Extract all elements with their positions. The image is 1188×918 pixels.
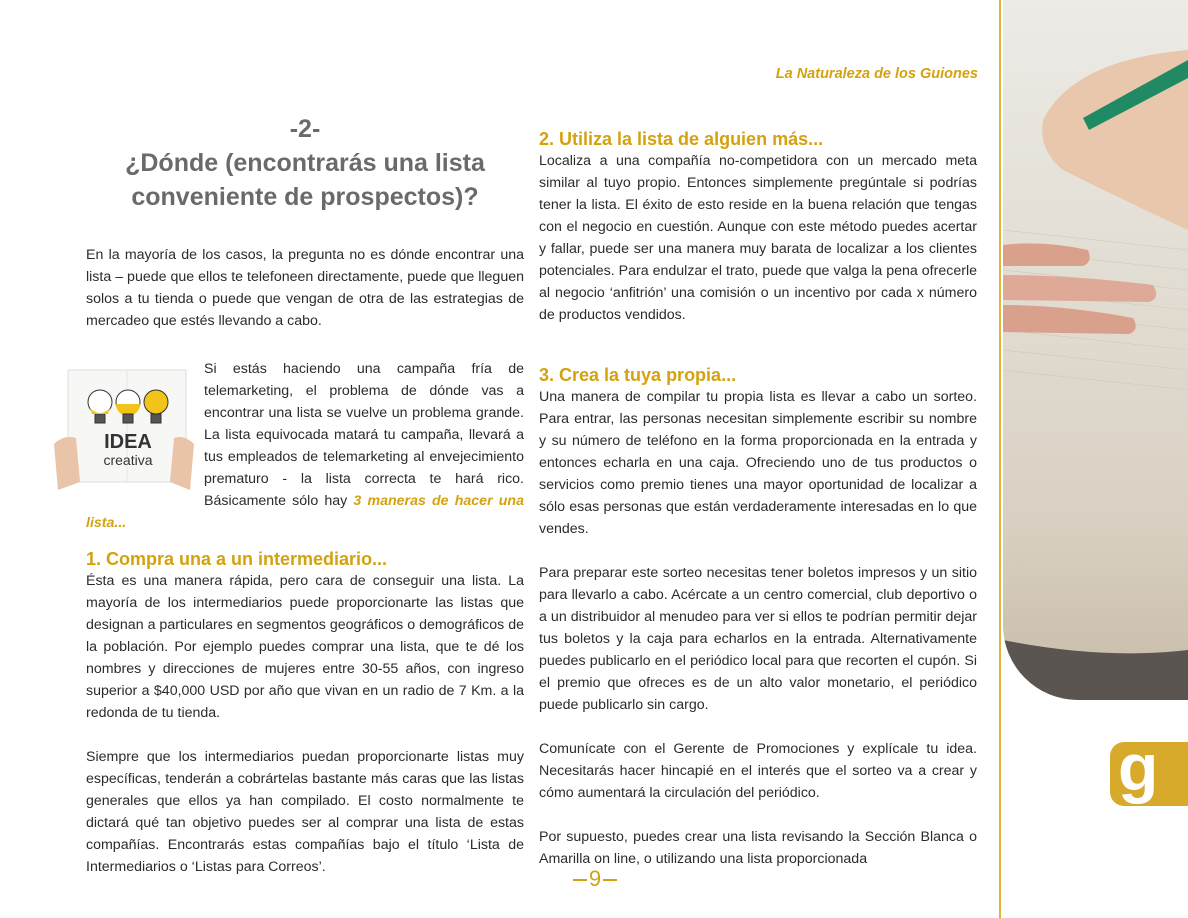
section3-paragraph4: Por supuesto, puedes crear una lista revisando la Sección Blanca o Amarilla on line, o utilizando una lista proporcionada xyxy=(539,829,977,867)
page-number-dash-left xyxy=(573,879,587,881)
section1-paragraph1: Ésta es una manera rápida, pero cara de conseguir una lista. La mayoría de los intermediarios puede proporcionarte las listas que designan a particulares en segmentos geográficos o demográficos de la población. Por ejemplo puedes comprar una lista, que te dé los nombres y direcciones de mujeres entre 30-55 años, con ingreso superior a $40,000 USD por año que vivan en un radio de 7 Km. a la redonda de tu tienda. xyxy=(86,573,524,721)
section3-heading: 3. Crea la tuya propia... xyxy=(539,365,737,385)
chapter-title-line2: conveniente de prospectos)? xyxy=(131,183,479,211)
section3-paragraph2: Para preparar este sorteo necesitas tener boletos impresos y un sitio para llevarlo a cabo. Acércate a un centro comercial, club deportivo o a un distribuidor al menudeo para ver si ellos te podrían permitir dejar tus boletos y la caja para echarlos en la entrada. Alternativamente puedes publicarlo en el periódico local para que recorten el cupón. Si el premio que ofreces es de un alto valor monetario, el periódico puede publicarlo sin cargo. xyxy=(539,565,977,713)
left-column xyxy=(86,112,524,878)
page-number-dash-right xyxy=(603,879,617,881)
chapter-number: -2- xyxy=(289,115,321,143)
intro-paragraph: En la mayoría de los casos, la pregunta no es dónde encontrar una lista – puede que ellos te telefoneen directamente, puede que lleguen solos a tu tienda o puede que vengan de otra de las estrategias de mercadeo que estés llevando a cabo. xyxy=(86,247,524,329)
writing-hand-photo xyxy=(1003,0,1188,700)
running-header-title: La Naturaleza de los Guiones xyxy=(775,66,978,82)
sidebar-divider xyxy=(999,0,1001,918)
idea-label: IDEA xyxy=(104,431,152,453)
section2-heading: 2. Utiliza la lista de alguien más... xyxy=(539,129,824,149)
brand-logo-letter: g xyxy=(1118,730,1159,804)
section1-heading: 1. Compra una a un intermediario... xyxy=(86,549,388,569)
hand-writing-illustration xyxy=(1003,0,1188,700)
three-ways-highlight: 3 maneras de hacer una lista... xyxy=(86,493,524,531)
right-column xyxy=(539,128,977,870)
chapter-heading xyxy=(86,112,524,214)
section2-paragraph1: Localiza a una compañía no-competidora con un mercado meta similar al tuyo propio. Entonces simplemente pregúntale si podrías tener la lista. El éxito de esto reside en la buena relación que tengas con el negocio en cuestión. Aunque con este método puedes acertar y fallar, puede ser una manera muy barata de localizar a los clientes potenciales. Para endulzar el trato, puede que valga la pena ofrecerle al negocio ‘anfitrión’ una comisión o un incentivo por cada x número de productos vendidos. xyxy=(539,153,977,323)
section1-paragraph2: Siempre que los intermediarios puedan proporcionarte listas muy específicas, tenderán a cobrártelas bastante más caras que las listas generales que ellos ya han compilado. El costo normalmente te dictará qué tan objetivo puedes ser al comprar una lista de estas compañías. Encontrarás estas compañías bajo el título ‘Lista de Intermediarios o ‘Listas para Correos’. xyxy=(86,749,524,875)
page-number xyxy=(570,866,620,892)
brand-logo xyxy=(1110,730,1188,806)
page-number-value: 9 xyxy=(588,866,602,891)
creativa-label: creativa xyxy=(103,452,153,468)
chapter-title-line1: ¿Dónde (encontrarás una lista xyxy=(125,149,485,177)
idea-creativa-image xyxy=(54,364,194,502)
telemarketing-text: Si estás haciendo una campaña fría de telemarketing, el problema de dónde vas a encontrar una lista se vuelve un problema grande. La lista equivocada matará tu campaña, llevará a tus empleados de telemarketing al envejecimiento prematuro - la lista correcta te hará rico. Básicamente sólo hay xyxy=(204,361,524,509)
section3-paragraph3: Comunícate con el Gerente de Promociones y explícale tu idea. Necesitarás hacer hincapié en el interés que el sorteo va a crear y cómo aumentará la circulación del periódico. xyxy=(539,741,977,801)
idea-bulbs-illustration xyxy=(54,364,194,494)
section3-paragraph1: Una manera de compilar tu propia lista es llevar a cabo un sorteo. Para entrar, las personas necesitan simplemente escribir su nombre y su número de teléfono en la forma proporcionada en la entrada y entonces echarla en una caja. Ofreciendo uno de tus productos o servicios como premio tienes una mayor oportunidad de localizar a sólo esas personas que están verdaderamente interesadas en lo que vendes. xyxy=(539,389,977,537)
